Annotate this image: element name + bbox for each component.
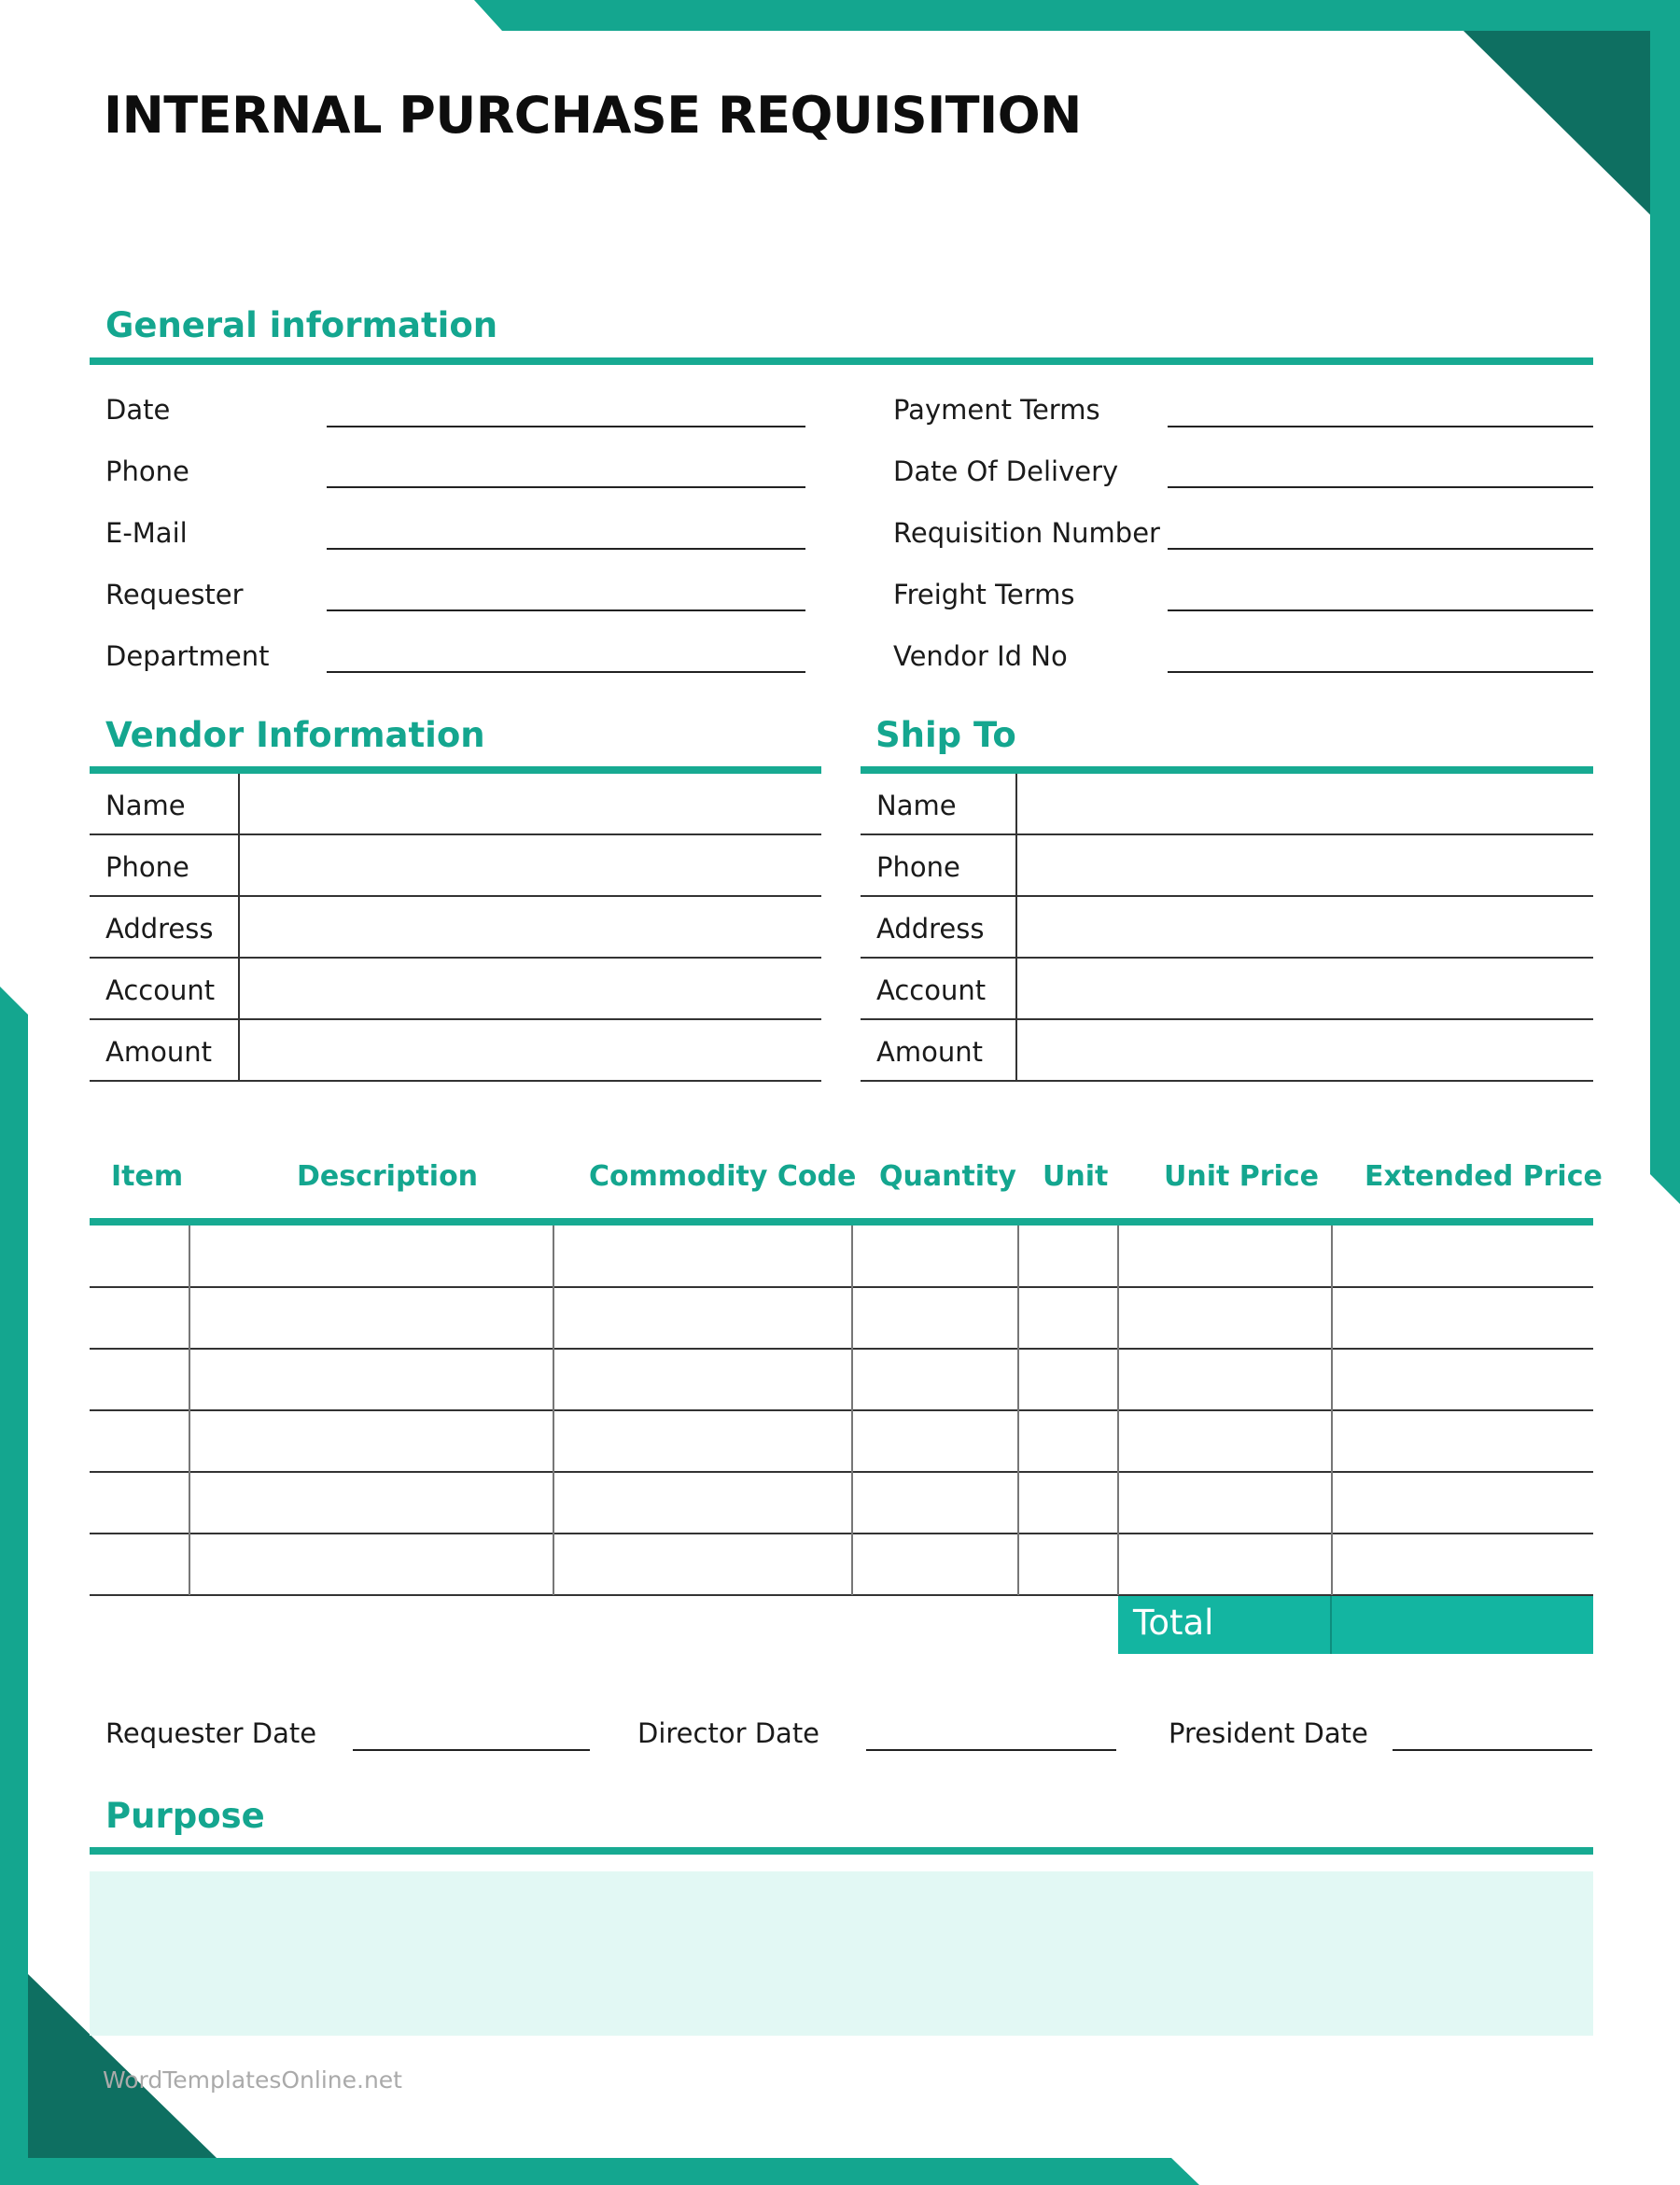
item-cell-unit-price[interactable]: [1119, 1410, 1331, 1472]
general-field-vendor-id-no[interactable]: [1168, 671, 1593, 673]
item-cell-unit[interactable]: [1019, 1472, 1117, 1534]
general-label-vendor-id-no: Vendor Id No: [893, 640, 1068, 672]
item-column-divider: [553, 1226, 554, 1595]
ship-to-field-phone[interactable]: [1017, 835, 1593, 897]
general-field-payment-terms[interactable]: [1168, 426, 1593, 427]
ship-to-field-account[interactable]: [1017, 959, 1593, 1020]
total-row: [1118, 1594, 1593, 1654]
vendor-field-address[interactable]: [240, 897, 821, 959]
purpose-textarea[interactable]: [90, 1871, 1593, 2036]
general-field-department[interactable]: [327, 671, 805, 673]
general-label-requester: Requester: [105, 579, 244, 610]
general-field-date-of-delivery[interactable]: [1168, 486, 1593, 488]
item-cell-description[interactable]: [190, 1287, 553, 1349]
vendor-field-name[interactable]: [240, 774, 821, 835]
item-cell-unit[interactable]: [1019, 1410, 1117, 1472]
general-label-phone: Phone: [105, 455, 189, 487]
item-cell-commodity-code[interactable]: [554, 1226, 851, 1287]
signature-field-director-date[interactable]: [866, 1749, 1116, 1751]
item-cell-description[interactable]: [190, 1472, 553, 1534]
general-label-date: Date: [105, 394, 171, 426]
item-cell-quantity[interactable]: [853, 1410, 1017, 1472]
item-cell-unit-price[interactable]: [1119, 1287, 1331, 1349]
signature-label-president-date: President Date: [1169, 1717, 1368, 1749]
item-column-divider: [1017, 1226, 1019, 1595]
item-cell-commodity-code[interactable]: [554, 1287, 851, 1349]
ship-to-row-line: [861, 1080, 1593, 1082]
item-cell-item[interactable]: [91, 1349, 189, 1410]
item-cell-unit-price[interactable]: [1119, 1472, 1331, 1534]
total-value-field[interactable]: [1332, 1594, 1593, 1654]
vendor-field-amount[interactable]: [240, 1020, 821, 1082]
column-header-unit-price: Unit Price: [1164, 1160, 1319, 1193]
item-cell-extended-price[interactable]: [1333, 1349, 1593, 1410]
column-header-item: Item: [111, 1160, 184, 1193]
vendor-field-account[interactable]: [240, 959, 821, 1020]
vendor-field-phone[interactable]: [240, 835, 821, 897]
item-cell-quantity[interactable]: [853, 1287, 1017, 1349]
footer-watermark: WordTemplatesOnline.net: [103, 2066, 402, 2094]
general-label-department: Department: [105, 640, 270, 672]
general-label-e-mail: E-Mail: [105, 517, 188, 549]
item-column-divider: [1331, 1226, 1333, 1595]
purpose-heading: Purpose: [105, 1796, 265, 1836]
column-header-commodity-code: Commodity Code: [589, 1160, 857, 1193]
total-label: Total: [1133, 1603, 1214, 1643]
item-cell-unit[interactable]: [1019, 1287, 1117, 1349]
item-cell-description[interactable]: [190, 1349, 553, 1410]
item-cell-quantity[interactable]: [853, 1226, 1017, 1287]
item-cell-commodity-code[interactable]: [554, 1472, 851, 1534]
column-header-description: Description: [297, 1160, 479, 1193]
general-field-phone[interactable]: [327, 486, 805, 488]
item-cell-commodity-code[interactable]: [554, 1349, 851, 1410]
ship-to-column-divider: [1015, 774, 1017, 1082]
ship-to-label-address: Address: [876, 913, 985, 945]
general-field-requester[interactable]: [327, 609, 805, 611]
item-cell-description[interactable]: [190, 1410, 553, 1472]
general-field-date[interactable]: [327, 426, 805, 427]
general-label-payment-terms: Payment Terms: [893, 394, 1100, 426]
item-cell-quantity[interactable]: [853, 1534, 1017, 1595]
ship-to-label-amount: Amount: [876, 1036, 983, 1068]
page-title: INTERNAL PURCHASE REQUISITION: [104, 86, 1082, 145]
signature-field-requester-date[interactable]: [353, 1749, 590, 1751]
vendor-info-heading: Vendor Information: [105, 715, 485, 755]
item-cell-extended-price[interactable]: [1333, 1287, 1593, 1349]
item-cell-item[interactable]: [91, 1472, 189, 1534]
general-label-freight-terms: Freight Terms: [893, 579, 1075, 610]
signature-field-president-date[interactable]: [1393, 1749, 1592, 1751]
item-column-divider: [851, 1226, 853, 1595]
item-cell-description[interactable]: [190, 1534, 553, 1595]
item-cell-item[interactable]: [91, 1410, 189, 1472]
column-header-extended-price: Extended Price: [1365, 1160, 1603, 1193]
ship-to-field-amount[interactable]: [1017, 1020, 1593, 1082]
ship-to-heading: Ship To: [875, 715, 1016, 755]
item-cell-item[interactable]: [91, 1287, 189, 1349]
vendor-label-amount: Amount: [105, 1036, 212, 1068]
column-header-unit: Unit: [1043, 1160, 1109, 1193]
vendor-label-account: Account: [105, 974, 216, 1006]
vendor-label-phone: Phone: [105, 851, 189, 883]
ship-to-label-account: Account: [876, 974, 987, 1006]
item-cell-extended-price[interactable]: [1333, 1410, 1593, 1472]
general-info-rule: [90, 357, 1593, 365]
item-cell-unit[interactable]: [1019, 1349, 1117, 1410]
ship-to-rule: [861, 766, 1593, 774]
signature-label-requester-date: Requester Date: [105, 1717, 317, 1749]
item-cell-description[interactable]: [190, 1226, 553, 1287]
ship-to-label-phone: Phone: [876, 851, 960, 883]
general-label-date-of-delivery: Date Of Delivery: [893, 455, 1119, 487]
general-field-freight-terms[interactable]: [1168, 609, 1593, 611]
item-column-divider: [189, 1226, 190, 1595]
items-header-rule: [90, 1218, 1593, 1226]
item-cell-item[interactable]: [91, 1226, 189, 1287]
item-cell-commodity-code[interactable]: [554, 1410, 851, 1472]
general-field-e-mail[interactable]: [327, 548, 805, 550]
vendor-info-rule: [90, 766, 821, 774]
general-label-requisition-number: Requisition Number: [893, 517, 1160, 549]
signature-label-director-date: Director Date: [637, 1717, 820, 1749]
item-cell-extended-price[interactable]: [1333, 1472, 1593, 1534]
item-cell-quantity[interactable]: [853, 1349, 1017, 1410]
item-cell-unit-price[interactable]: [1119, 1349, 1331, 1410]
top-right-dark-triangle: [1463, 31, 1650, 215]
vendor-label-address: Address: [105, 913, 214, 945]
ship-to-label-name: Name: [876, 790, 957, 821]
vendor-column-divider: [238, 774, 240, 1082]
item-cell-unit[interactable]: [1019, 1226, 1117, 1287]
column-header-quantity: Quantity: [879, 1160, 1016, 1193]
ship-to-field-address[interactable]: [1017, 897, 1593, 959]
item-row-line: [90, 1594, 1593, 1596]
item-cell-commodity-code[interactable]: [554, 1534, 851, 1595]
purpose-rule: [90, 1847, 1593, 1855]
item-cell-item[interactable]: [91, 1534, 189, 1595]
vendor-label-name: Name: [105, 790, 186, 821]
general-info-heading: General information: [105, 305, 498, 345]
item-cell-quantity[interactable]: [853, 1472, 1017, 1534]
item-cell-unit[interactable]: [1019, 1534, 1117, 1595]
item-cell-unit-price[interactable]: [1119, 1534, 1331, 1595]
item-cell-extended-price[interactable]: [1333, 1534, 1593, 1595]
item-column-divider: [1117, 1226, 1119, 1595]
ship-to-field-name[interactable]: [1017, 774, 1593, 835]
general-field-requisition-number[interactable]: [1168, 548, 1593, 550]
item-cell-extended-price[interactable]: [1333, 1226, 1593, 1287]
vendor-row-line: [90, 1080, 821, 1082]
item-cell-unit-price[interactable]: [1119, 1226, 1331, 1287]
